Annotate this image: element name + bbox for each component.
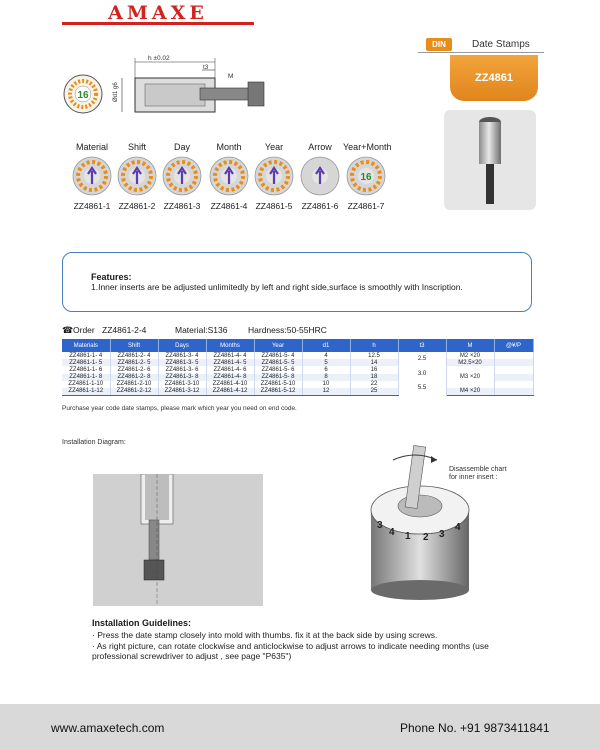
table-cell: 3.0 (398, 366, 446, 380)
table-cell: ZZ4861-3-12 (158, 388, 206, 395)
table-cell: ZZ4861-1-10 (62, 381, 110, 388)
dial-label: Shift (127, 142, 146, 152)
insert-number: 4 (389, 527, 395, 538)
table-header: Shift (110, 339, 158, 352)
dial-label: Material (75, 142, 108, 152)
dim-t3: t3 (203, 64, 209, 71)
guideline-item-2: · As right picture, can rotate clockwise and anticlockwise to adjust arrows to indicate needing months (use professional screwdriver to adjust , see page "P635") (92, 641, 489, 661)
table-cell: ZZ4861-1- 6 (62, 366, 110, 373)
table-cell: ZZ4861-2- 8 (110, 374, 158, 381)
dial-code: ZZ4861-4 (210, 201, 248, 211)
table-cell: 12 (302, 388, 350, 395)
dial-code: ZZ4861-1 (73, 201, 111, 211)
dial-code: ZZ4861-2 (118, 201, 156, 211)
table-cell: ZZ4861-3-10 (158, 381, 206, 388)
dial-label: Year (264, 142, 284, 152)
dial-3-icon (209, 156, 249, 196)
model-tab (450, 55, 538, 101)
table-cell (494, 366, 533, 373)
dial-6-icon (346, 156, 386, 196)
order-label: Order (73, 325, 95, 335)
dial-code: ZZ4861-6 (301, 201, 339, 211)
table-header: Months (206, 339, 254, 352)
table-row (62, 352, 533, 359)
purchase-note: Purchase year code date stamps, please mark which year you need on end code. (62, 405, 297, 412)
model-label: ZZ4861 (475, 72, 513, 84)
dial-1-icon (117, 156, 157, 196)
table-header: @¥/P (494, 339, 533, 352)
dial-center-text: 16 (360, 172, 372, 183)
install-diagram-label: Installation Diagram: (62, 439, 126, 446)
table-row (62, 388, 533, 395)
installation-diagram (93, 474, 263, 606)
features-title: Features: (91, 272, 132, 282)
insert-disassembly-diagram (365, 440, 485, 600)
table-cell: 12.5 (350, 352, 398, 359)
table-cell: 8 (302, 374, 350, 381)
table-cell: 16 (350, 366, 398, 373)
face-number: 16 (77, 90, 89, 101)
hardness-info: Hardness:50-55HRC (248, 325, 327, 335)
table-cell: 5.5 (398, 381, 446, 395)
table-cell: ZZ4861-2- 5 (110, 359, 158, 366)
features-text: 1.Inner inserts are be adjusted unlimitedly by left and right side,surface is smoothly with Inscription. (91, 282, 463, 292)
din-badge: DIN (426, 38, 452, 51)
guidelines-title: Installation Guidelines: (92, 618, 192, 628)
table-cell: ZZ4861-2- 6 (110, 366, 158, 373)
table-cell (494, 374, 533, 381)
table-header: h (350, 339, 398, 352)
table-header: M (446, 339, 494, 352)
dim-d1: Ød1 g6 (113, 82, 119, 102)
brand-logo (62, 0, 254, 25)
dial-4-icon (254, 156, 294, 196)
spec-table (62, 339, 534, 396)
dim-m: M (228, 73, 234, 80)
dial-code: ZZ4861-7 (347, 201, 385, 211)
footer (0, 704, 600, 750)
table-cell: ZZ4861-1-12 (62, 388, 110, 395)
phone-icon: ☎ (62, 325, 74, 335)
table-cell: ZZ4861-1- 8 (62, 374, 110, 381)
order-info (62, 325, 542, 337)
table-cell: ZZ4861-5- 8 (254, 374, 302, 381)
table-cell: ZZ4861-4- 8 (206, 374, 254, 381)
dial-label: Arrow (308, 142, 332, 152)
logo-text: AMAXE (108, 2, 208, 24)
table-cell: 22 (350, 381, 398, 388)
table-cell: ZZ4861-4-12 (206, 388, 254, 395)
table-cell: ZZ4861-3- 4 (158, 352, 206, 359)
table-cell (494, 388, 533, 395)
table-cell: ZZ4861-5-12 (254, 388, 302, 395)
table-cell: ZZ4861-2-10 (110, 381, 158, 388)
guideline-item-1: · Press the date stamp closely into mold with thumbs. fix it at the back side by using screws. (92, 630, 438, 640)
table-cell (494, 359, 533, 366)
table-cell: ZZ4861-4- 6 (206, 366, 254, 373)
order-example: ZZ4861-2-4 (102, 325, 147, 335)
insert-number: 1 (405, 531, 411, 542)
table-cell: 4 (302, 352, 350, 359)
table-header: d1 (302, 339, 350, 352)
table-header: t3 (398, 339, 446, 352)
table-cell: ZZ4861-3- 8 (158, 374, 206, 381)
dial-label: Day (173, 142, 190, 152)
dial-code: ZZ4861-3 (163, 201, 201, 211)
table-cell: ZZ4861-2-12 (110, 388, 158, 395)
table-cell: ZZ4861-5- 5 (254, 359, 302, 366)
table-cell: ZZ4861-1- 4 (62, 352, 110, 359)
table-cell (494, 381, 533, 388)
table-cell: M2 ×20 (446, 352, 494, 359)
table-row (62, 359, 533, 366)
dial-label: Year+Month (343, 142, 392, 152)
insert-number: 4 (455, 522, 461, 533)
table-header: Year (254, 339, 302, 352)
dial-2-icon (162, 156, 202, 196)
table-cell: ZZ4861-3- 5 (158, 359, 206, 366)
table-cell: 25 (350, 388, 398, 395)
table-cell: M3 ×20 (446, 366, 494, 388)
table-cell: M2.5×20 (446, 359, 494, 366)
footer-website[interactable]: www.amaxetech.com (51, 721, 165, 735)
table-cell: ZZ4861-5- 4 (254, 352, 302, 359)
table-cell: ZZ4861-2- 4 (110, 352, 158, 359)
product-line-title: Date Stamps (472, 39, 530, 50)
table-cell: 2.5 (398, 352, 446, 366)
technical-drawing (60, 52, 290, 132)
insert-number: 3 (439, 529, 445, 540)
features-panel (62, 252, 532, 312)
dial-5-icon (300, 156, 340, 196)
table-row (62, 366, 533, 373)
disassemble-line-2: for inner insert : (449, 474, 498, 481)
table-cell: ZZ4861-4-10 (206, 381, 254, 388)
table-cell: 10 (302, 381, 350, 388)
table-cell (494, 352, 533, 359)
disassemble-line-1: Disassemble chart (449, 466, 507, 473)
insert-number: 2 (423, 532, 429, 543)
table-cell: M4 ×20 (446, 388, 494, 395)
table-header: Days (158, 339, 206, 352)
table-cell: 14 (350, 359, 398, 366)
table-cell: 6 (302, 366, 350, 373)
product-photo (444, 110, 536, 210)
table-cell: ZZ4861-3- 6 (158, 366, 206, 373)
dial-label: Month (216, 142, 242, 152)
footer-phone: Phone No. +91 9873411841 (400, 721, 550, 735)
table-cell: 5 (302, 359, 350, 366)
dial-0-icon (72, 156, 112, 196)
material-info: Material:S136 (175, 325, 228, 335)
table-cell: ZZ4861-5- 6 (254, 366, 302, 373)
table-cell: ZZ4861-4- 5 (206, 359, 254, 366)
insert-number: 3 (377, 520, 383, 531)
dim-h: h ±0.02 (148, 55, 170, 62)
table-cell: ZZ4861-4- 4 (206, 352, 254, 359)
dial-code: ZZ4861-5 (255, 201, 293, 211)
header-divider (418, 52, 544, 53)
table-cell: ZZ4861-1- 5 (62, 359, 110, 366)
table-cell: 18 (350, 374, 398, 381)
table-cell: ZZ4861-5-10 (254, 381, 302, 388)
table-header: Materials (62, 339, 110, 352)
